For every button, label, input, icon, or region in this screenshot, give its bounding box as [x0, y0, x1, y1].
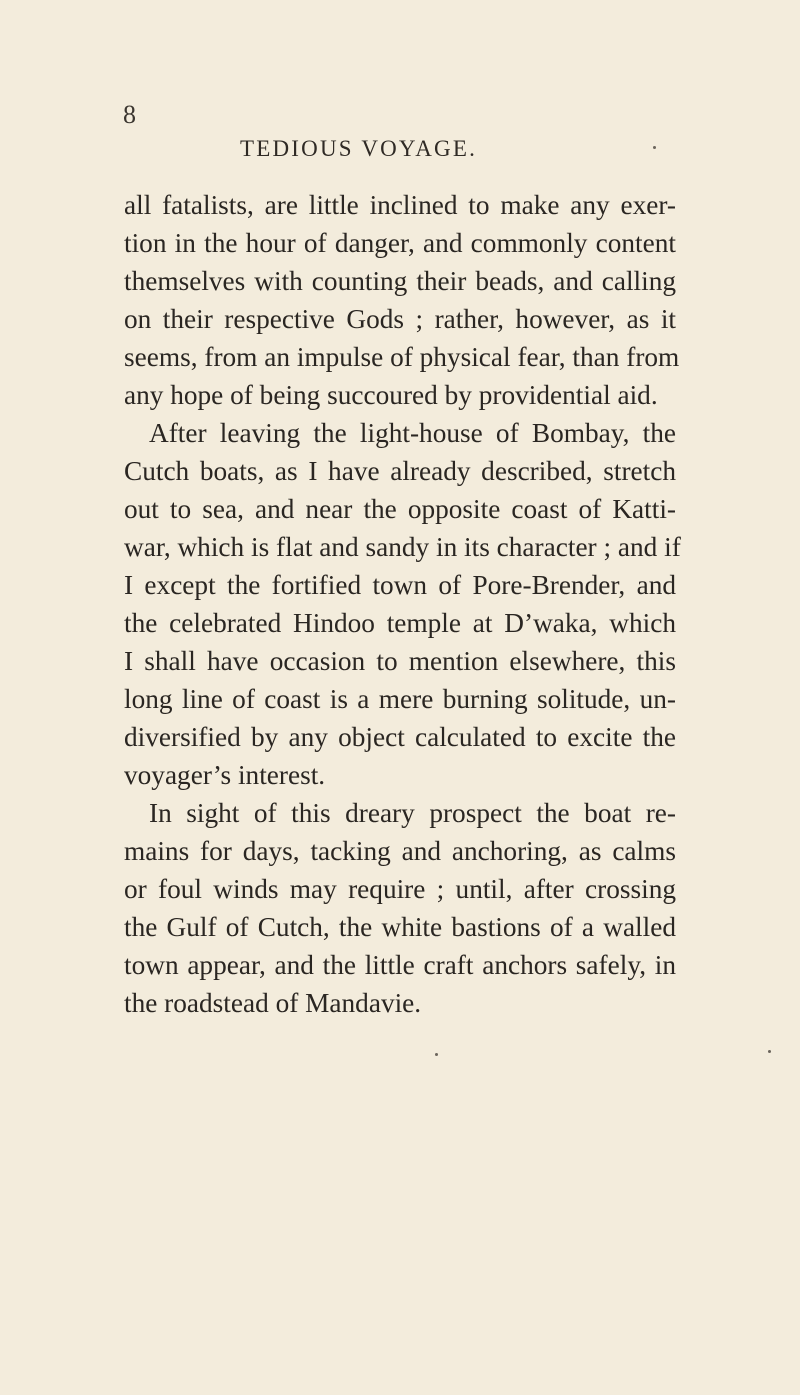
paper-speck: [653, 146, 656, 149]
paragraph-start-line: After leaving the light-house of Bombay, the: [149, 418, 676, 448]
text-line: voyager’s interest.: [124, 760, 326, 790]
text-line: out to sea, and near the opposite coast of Katti-: [124, 494, 676, 524]
paragraph-start-line: In sight of this dreary prospect the boat re-: [149, 798, 676, 828]
running-head: TEDIOUS VOYAGE.: [240, 136, 478, 161]
body-text: [124, 186, 681, 1022]
paper-speck: [768, 1050, 771, 1053]
text-line: on their respective Gods ; rather, however, as it: [124, 304, 676, 334]
text-line: all fatalists, are little inclined to make any exer-: [124, 190, 676, 220]
text-line: or foul winds may require ; until, after crossing: [124, 874, 676, 904]
paper-speck: [435, 1053, 438, 1056]
text-line: seems, from an impulse of physical fear, than from: [124, 342, 680, 372]
text-line: the roadstead of Mandavie.: [124, 988, 422, 1018]
text-line: I except the fortified town of Pore-Brender, and: [124, 570, 676, 600]
text-line: Cutch boats, as I have already described, stretch: [124, 456, 676, 486]
text-line: diversified by any object calculated to excite the: [124, 722, 676, 752]
text-line: long line of coast is a mere burning solitude, un-: [124, 684, 676, 714]
text-line: mains for days, tacking and anchoring, as calms: [124, 836, 676, 866]
text-line: the Gulf of Cutch, the white bastions of a walled: [124, 912, 676, 942]
text-line: I shall have occasion to mention elsewhere, this: [124, 646, 676, 676]
text-line: tion in the hour of danger, and commonly content: [124, 228, 676, 258]
text-line: themselves with counting their beads, and calling: [124, 266, 676, 296]
text-line: any hope of being succoured by providential aid.: [124, 380, 658, 410]
text-line: town appear, and the little craft anchors safely, in: [124, 950, 676, 980]
page-number: 8: [123, 100, 136, 129]
text-line: the celebrated Hindoo temple at D’waka, which: [124, 608, 676, 638]
text-line: war, which is flat and sandy in its character ; and if: [124, 532, 681, 562]
